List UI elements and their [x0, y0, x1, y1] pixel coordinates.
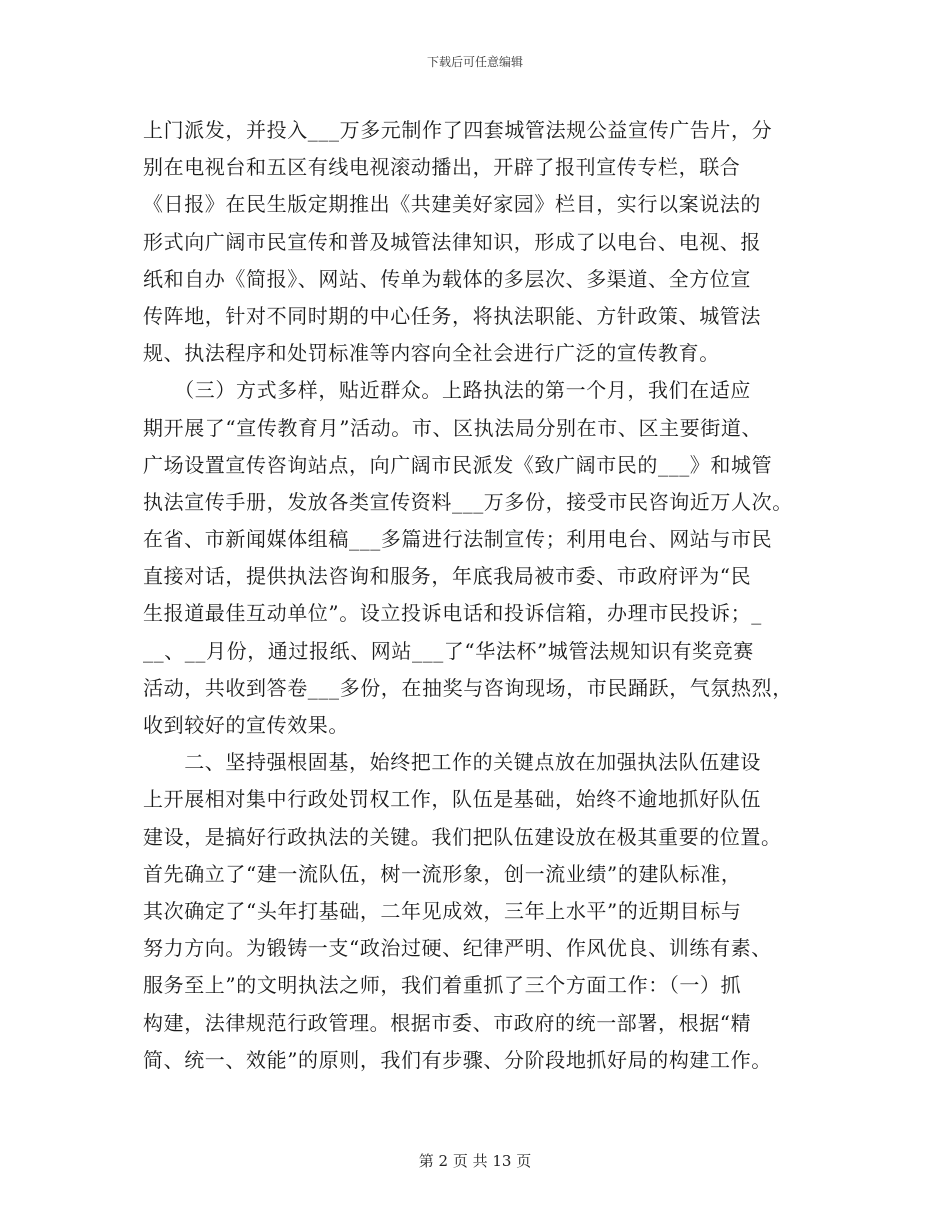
text-line: 规、执法程序和处罚标准等内容向全社会进行广泛的宣传教育。: [143, 341, 720, 366]
text-line: 传阵地，针对不同时期的中心任务，将执法职能、方针政策、城管法: [143, 303, 761, 328]
text-line: 执法宣传手册，发放各类宣传资料___万多份，接受市民咨询近万人次。: [143, 489, 793, 514]
text-line: （三）方式多样，贴近群众。上路执法的第一个月，我们在适应: [143, 378, 751, 403]
text-line: 《日报》在民生版定期推出《共建美好家园》栏目，实行以案说法的: [143, 192, 761, 217]
text-line: 努力方向。为锻铸一支“政治过硬、纪律严明、作风优良、训练有素、: [143, 936, 772, 961]
text-line: 构建，法律规范行政管理。根据市委、市政府的统一部署，根据“精: [143, 1010, 752, 1035]
text-line: 收到较好的宣传效果。: [143, 713, 349, 737]
text-line: 别在电视台和五区有线电视滚动播出，开辟了报刊宣传专栏，联合: [143, 155, 741, 180]
text-line: 形式向广阔市民宣传和普及城管法律知识，形成了以电台、电视、报: [143, 229, 761, 254]
text-line: 纸和自办《简报》、网站、传单为载体的多层次、多渠道、全方位宣: [143, 266, 751, 291]
text-line: 广场设置宣传咨询站点，向广阔市民派发《致广阔市民的___》和城管: [143, 452, 773, 477]
page-header: 下载后可任意编辑: [426, 55, 523, 69]
page-footer: 第 2 页 共 13 页: [418, 1152, 532, 1170]
text-line: 二、坚持强根固基，始终把工作的关键点放在加强执法队伍建设: [143, 750, 761, 775]
text-line: 活动，共收到答卷___多份，在抽奖与咨询现场，市民踊跃，气氛热烈，: [143, 675, 793, 700]
text-line: 期开展了“宣传教育月”活动。市、区执法局分别在市、区主要街道、: [143, 415, 763, 440]
text-line: 首先确立了“建一流队伍，树一流形象，创一流业绩”的建队标准，: [143, 861, 742, 886]
text-line: 服务至上”的文明执法之师，我们着重抓了三个方面工作：（一）抓: [143, 973, 742, 998]
text-line: 简、统一、效能”的原则，我们有步骤、分阶段地抓好局的构建工作。: [143, 1047, 772, 1072]
text-line: 上开展相对集中行政处罚权工作，队伍是基础，始终不逾地抓好队伍: [143, 787, 761, 812]
document-body: [143, 112, 807, 1079]
text-line: 建设，是搞好行政执法的关键。我们把队伍建设放在极其重要的位置。: [143, 824, 782, 849]
text-line: __、__月份，通过报纸、网站___了“华法杯”城管法规知识有奖竞赛: [143, 638, 754, 663]
text-line: 生报道最佳互动单位”。设立投诉电话和投诉信箱，办理市民投诉；_: [143, 601, 762, 626]
text-line: 在省、市新闻媒体组稿___多篇进行法制宣传；利用电台、网站与市民: [143, 527, 773, 552]
text-line: 直接对话，提供执法咨询和服务，年底我局被市委、市政府评为“民: [143, 564, 752, 589]
text-line: 上门派发，并投入___万多元制作了四套城管法规公益宣传广告片，分: [143, 118, 773, 142]
text-line: 其次确定了“头年打基础，二年见成效，三年上水平”的近期目标与: [143, 898, 742, 923]
